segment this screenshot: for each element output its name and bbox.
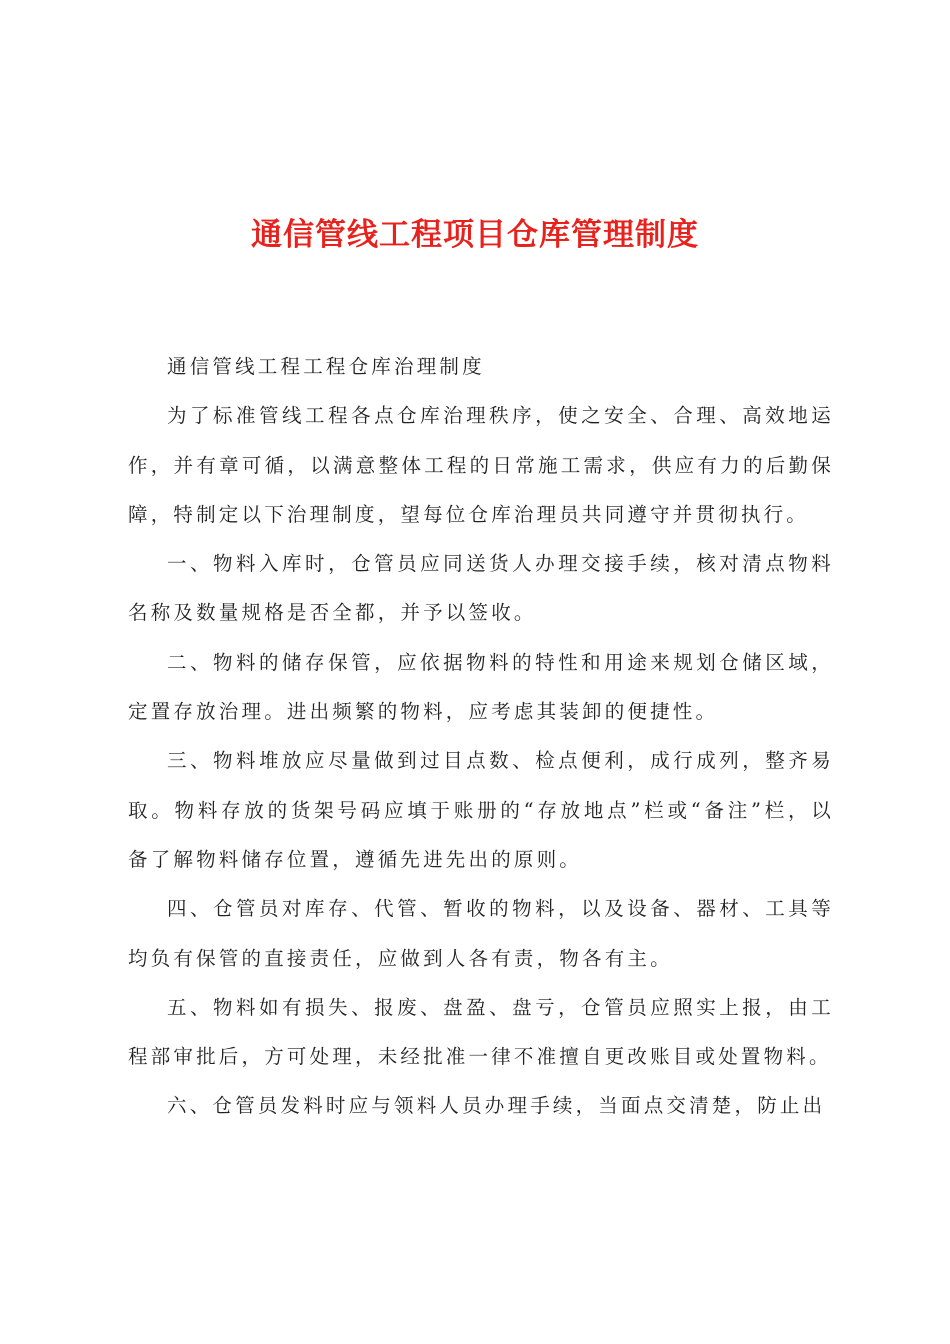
clause-4-paragraph: 四、仓管员对库存、代管、暂收的物料，以及设备、器材、工具等均负有保管的直接责任，应做到人各有责，物各有主。 — [128, 897, 834, 970]
clause-3-paragraph: 三、物料堆放应尽量做到过目点数、检点便利，成行成列，整齐易取。物料存放的货架号码应填于账册的“存放地点”栏或“备注”栏，以备了解物料储存位置，遵循先进先出的原则。 — [128, 749, 834, 871]
clause-6-paragraph: 六、仓管员发料时应与领料人员办理手续，当面点交清楚，防止出 — [167, 1094, 826, 1118]
clause-5-paragraph: 五、物料如有损失、报废、盘盈、盘亏，仓管员应照实上报，由工程部审批后，方可处理，未经批准一律不准擅自更改账目或处置物料。 — [128, 995, 834, 1069]
document-body — [128, 342, 834, 1131]
subtitle-paragraph: 通信管线工程工程仓库治理制度 — [167, 355, 485, 378]
clause-2-paragraph: 二、物料的储存保管，应依据物料的特性和用途来规划仓储区域，定置存放治理。进出频繁的物料，应考虑其装卸的便捷性。 — [128, 650, 834, 724]
intro-paragraph: 为了标准管线工程各点仓库治理秩序，使之安全、合理、高效地运作，并有章可循，以满意整体工程的日常施工需求，供应有力的后勤保障，特制定以下治理制度，望每位仓库治理员共同遵守并贯彻执行。 — [128, 404, 834, 526]
document-title: 通信管线工程项目仓库管理制度 — [251, 217, 699, 253]
clause-1-paragraph: 一、物料入库时，仓管员应同送货人办理交接手续，核对清点物料名称及数量规格是否全都，并予以签收。 — [128, 552, 834, 625]
